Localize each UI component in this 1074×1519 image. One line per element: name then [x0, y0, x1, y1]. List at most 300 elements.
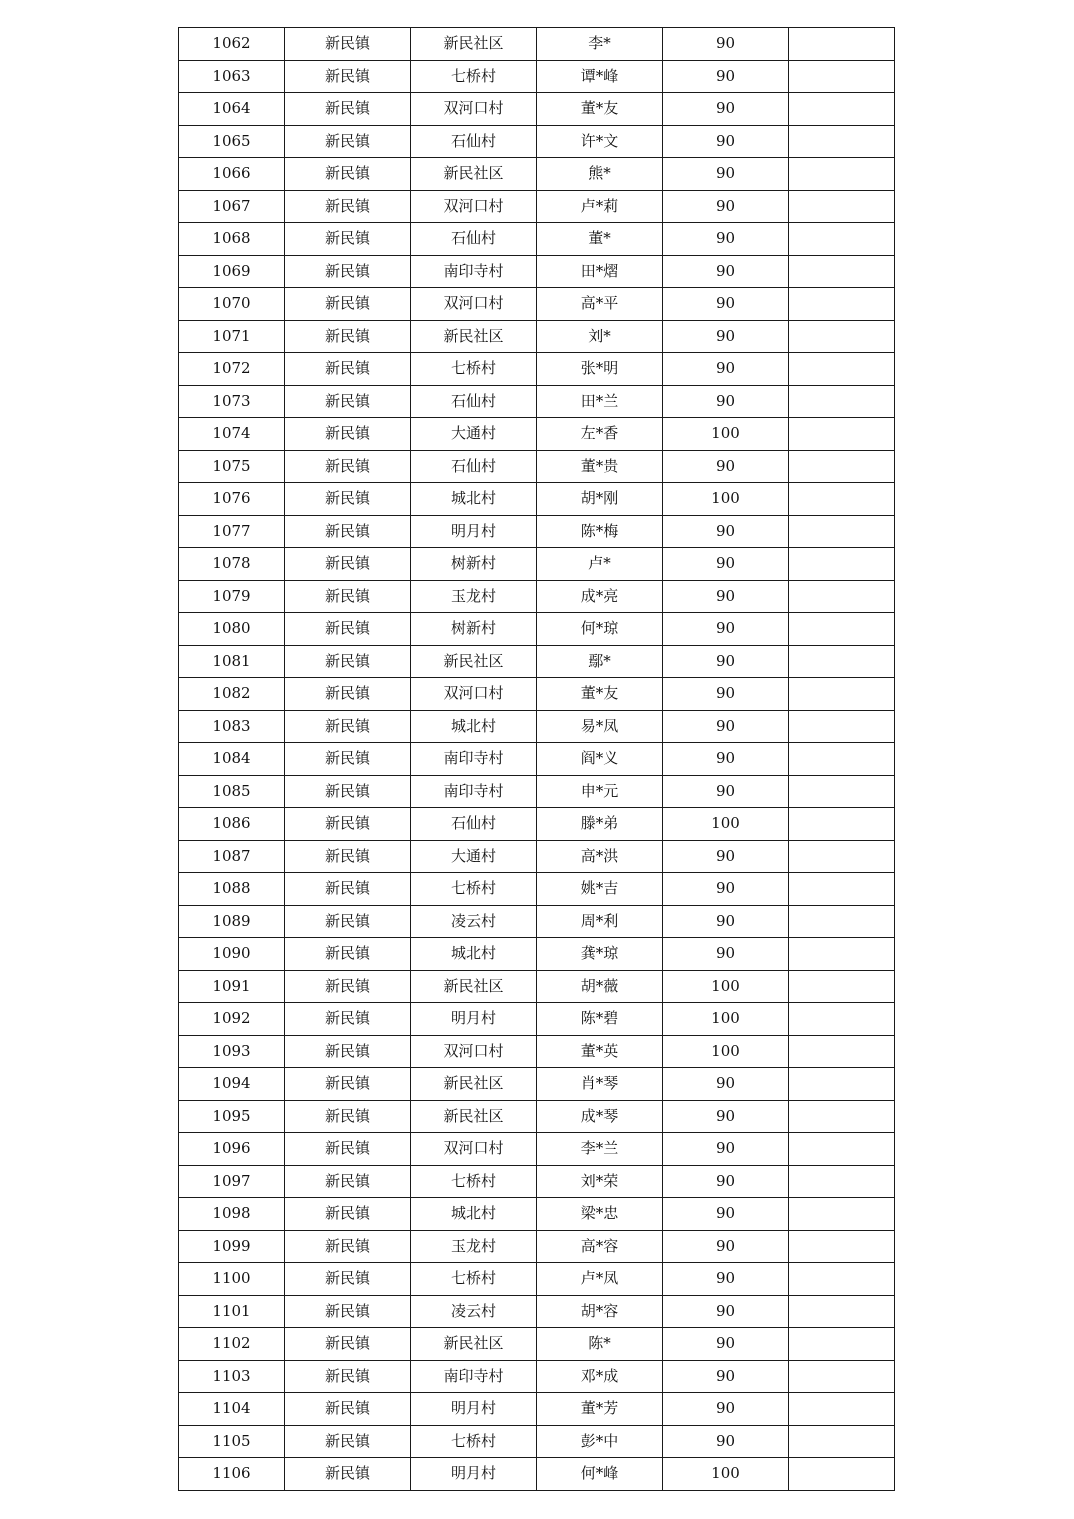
row-number-cell: 1082: [179, 678, 285, 711]
village-cell: 明月村: [411, 515, 537, 548]
table-row: [179, 970, 895, 1003]
name-cell: 董*贵: [537, 450, 663, 483]
village-cell: 七桥村: [411, 1425, 537, 1458]
name-cell: 易*凤: [537, 710, 663, 743]
table-row: [179, 483, 895, 516]
note-cell: [789, 1425, 895, 1458]
name-cell: 董*友: [537, 93, 663, 126]
village-cell: 大通村: [411, 840, 537, 873]
note-cell: [789, 1263, 895, 1296]
amount-cell: 90: [663, 580, 789, 613]
table-row: [179, 1100, 895, 1133]
amount-cell: 90: [663, 93, 789, 126]
row-number-cell: 1098: [179, 1198, 285, 1231]
village-cell: 明月村: [411, 1393, 537, 1426]
name-cell: 陈*: [537, 1328, 663, 1361]
row-number-cell: 1086: [179, 808, 285, 841]
amount-cell: 90: [663, 710, 789, 743]
amount-cell: 90: [663, 1100, 789, 1133]
note-cell: [789, 483, 895, 516]
town-cell: 新民镇: [285, 775, 411, 808]
village-cell: 石仙村: [411, 223, 537, 256]
town-cell: 新民镇: [285, 353, 411, 386]
note-cell: [789, 548, 895, 581]
town-cell: 新民镇: [285, 1100, 411, 1133]
note-cell: [789, 93, 895, 126]
town-cell: 新民镇: [285, 1360, 411, 1393]
name-cell: 滕*弟: [537, 808, 663, 841]
note-cell: [789, 808, 895, 841]
amount-cell: 90: [663, 1263, 789, 1296]
town-cell: 新民镇: [285, 938, 411, 971]
village-cell: 南印寺村: [411, 255, 537, 288]
amount-cell: 90: [663, 1328, 789, 1361]
name-cell: 陈*梅: [537, 515, 663, 548]
table-row: [179, 418, 895, 451]
table-row: [179, 158, 895, 191]
note-cell: [789, 158, 895, 191]
town-cell: 新民镇: [285, 580, 411, 613]
village-cell: 明月村: [411, 1458, 537, 1491]
name-cell: 刘*荣: [537, 1165, 663, 1198]
town-cell: 新民镇: [285, 1198, 411, 1231]
note-cell: [789, 1100, 895, 1133]
town-cell: 新民镇: [285, 255, 411, 288]
note-cell: [789, 1295, 895, 1328]
town-cell: 新民镇: [285, 1263, 411, 1296]
roster-table: [178, 27, 895, 1491]
name-cell: 李*兰: [537, 1133, 663, 1166]
amount-cell: 100: [663, 483, 789, 516]
village-cell: 城北村: [411, 1198, 537, 1231]
note-cell: [789, 320, 895, 353]
amount-cell: 90: [663, 775, 789, 808]
row-number-cell: 1090: [179, 938, 285, 971]
town-cell: 新民镇: [285, 1133, 411, 1166]
town-cell: 新民镇: [285, 1295, 411, 1328]
row-number-cell: 1075: [179, 450, 285, 483]
row-number-cell: 1065: [179, 125, 285, 158]
amount-cell: 90: [663, 158, 789, 191]
name-cell: 陈*碧: [537, 1003, 663, 1036]
village-cell: 七桥村: [411, 1165, 537, 1198]
village-cell: 新民社区: [411, 1328, 537, 1361]
name-cell: 肖*琴: [537, 1068, 663, 1101]
table-row: [179, 938, 895, 971]
note-cell: [789, 1165, 895, 1198]
note-cell: [789, 1133, 895, 1166]
town-cell: 新民镇: [285, 320, 411, 353]
table-row: [179, 1165, 895, 1198]
note-cell: [789, 60, 895, 93]
village-cell: 新民社区: [411, 28, 537, 61]
amount-cell: 100: [663, 1458, 789, 1491]
village-cell: 新民社区: [411, 320, 537, 353]
name-cell: 左*香: [537, 418, 663, 451]
name-cell: 胡*容: [537, 1295, 663, 1328]
table-row: [179, 1425, 895, 1458]
note-cell: [789, 190, 895, 223]
village-cell: 七桥村: [411, 1263, 537, 1296]
note-cell: [789, 613, 895, 646]
town-cell: 新民镇: [285, 418, 411, 451]
row-number-cell: 1077: [179, 515, 285, 548]
town-cell: 新民镇: [285, 840, 411, 873]
village-cell: 七桥村: [411, 873, 537, 906]
village-cell: 双河口村: [411, 288, 537, 321]
note-cell: [789, 1003, 895, 1036]
village-cell: 新民社区: [411, 645, 537, 678]
row-number-cell: 1096: [179, 1133, 285, 1166]
village-cell: 七桥村: [411, 353, 537, 386]
village-cell: 新民社区: [411, 158, 537, 191]
amount-cell: 90: [663, 1425, 789, 1458]
village-cell: 南印寺村: [411, 1360, 537, 1393]
amount-cell: 90: [663, 613, 789, 646]
amount-cell: 90: [663, 873, 789, 906]
note-cell: [789, 1458, 895, 1491]
village-cell: 石仙村: [411, 385, 537, 418]
town-cell: 新民镇: [285, 808, 411, 841]
table-row: [179, 93, 895, 126]
row-number-cell: 1089: [179, 905, 285, 938]
note-cell: [789, 385, 895, 418]
town-cell: 新民镇: [285, 1035, 411, 1068]
row-number-cell: 1072: [179, 353, 285, 386]
village-cell: 石仙村: [411, 450, 537, 483]
table-row: [179, 385, 895, 418]
table-body: [179, 28, 895, 1491]
name-cell: 姚*吉: [537, 873, 663, 906]
table-row: [179, 353, 895, 386]
village-cell: 双河口村: [411, 1035, 537, 1068]
amount-cell: 90: [663, 515, 789, 548]
name-cell: 胡*薇: [537, 970, 663, 1003]
amount-cell: 90: [663, 125, 789, 158]
table-row: [179, 873, 895, 906]
amount-cell: 90: [663, 353, 789, 386]
note-cell: [789, 450, 895, 483]
row-number-cell: 1070: [179, 288, 285, 321]
note-cell: [789, 255, 895, 288]
name-cell: 张*明: [537, 353, 663, 386]
note-cell: [789, 970, 895, 1003]
amount-cell: 90: [663, 320, 789, 353]
amount-cell: 90: [663, 450, 789, 483]
town-cell: 新民镇: [285, 60, 411, 93]
table-row: [179, 1295, 895, 1328]
town-cell: 新民镇: [285, 1068, 411, 1101]
village-cell: 双河口村: [411, 190, 537, 223]
row-number-cell: 1095: [179, 1100, 285, 1133]
note-cell: [789, 288, 895, 321]
town-cell: 新民镇: [285, 515, 411, 548]
note-cell: [789, 1068, 895, 1101]
row-number-cell: 1085: [179, 775, 285, 808]
name-cell: 董*友: [537, 678, 663, 711]
amount-cell: 90: [663, 1068, 789, 1101]
amount-cell: 90: [663, 905, 789, 938]
village-cell: 城北村: [411, 483, 537, 516]
amount-cell: 90: [663, 60, 789, 93]
town-cell: 新民镇: [285, 1165, 411, 1198]
village-cell: 明月村: [411, 1003, 537, 1036]
name-cell: 胡*刚: [537, 483, 663, 516]
amount-cell: 90: [663, 840, 789, 873]
town-cell: 新民镇: [285, 1328, 411, 1361]
town-cell: 新民镇: [285, 1458, 411, 1491]
note-cell: [789, 28, 895, 61]
village-cell: 石仙村: [411, 808, 537, 841]
row-number-cell: 1078: [179, 548, 285, 581]
name-cell: 董*英: [537, 1035, 663, 1068]
note-cell: [789, 743, 895, 776]
table-row: [179, 1035, 895, 1068]
amount-cell: 100: [663, 1035, 789, 1068]
table-row: [179, 255, 895, 288]
row-number-cell: 1102: [179, 1328, 285, 1361]
village-cell: 南印寺村: [411, 775, 537, 808]
table-row: [179, 1230, 895, 1263]
town-cell: 新民镇: [285, 970, 411, 1003]
amount-cell: 90: [663, 1393, 789, 1426]
town-cell: 新民镇: [285, 483, 411, 516]
table-row: [179, 450, 895, 483]
table-row: [179, 1360, 895, 1393]
table-row: [179, 60, 895, 93]
table-row: [179, 743, 895, 776]
row-number-cell: 1064: [179, 93, 285, 126]
row-number-cell: 1094: [179, 1068, 285, 1101]
row-number-cell: 1091: [179, 970, 285, 1003]
table-row: [179, 905, 895, 938]
name-cell: 邓*成: [537, 1360, 663, 1393]
table-row: [179, 515, 895, 548]
town-cell: 新民镇: [285, 1393, 411, 1426]
name-cell: 高*容: [537, 1230, 663, 1263]
name-cell: 卢*: [537, 548, 663, 581]
note-cell: [789, 1393, 895, 1426]
town-cell: 新民镇: [285, 548, 411, 581]
village-cell: 石仙村: [411, 125, 537, 158]
village-cell: 新民社区: [411, 1068, 537, 1101]
note-cell: [789, 418, 895, 451]
row-number-cell: 1101: [179, 1295, 285, 1328]
note-cell: [789, 645, 895, 678]
town-cell: 新民镇: [285, 743, 411, 776]
amount-cell: 90: [663, 223, 789, 256]
town-cell: 新民镇: [285, 1425, 411, 1458]
amount-cell: 90: [663, 1295, 789, 1328]
row-number-cell: 1103: [179, 1360, 285, 1393]
row-number-cell: 1074: [179, 418, 285, 451]
amount-cell: 90: [663, 385, 789, 418]
amount-cell: 90: [663, 743, 789, 776]
village-cell: 城北村: [411, 710, 537, 743]
name-cell: 何*峰: [537, 1458, 663, 1491]
name-cell: 高*洪: [537, 840, 663, 873]
row-number-cell: 1062: [179, 28, 285, 61]
table-row: [179, 1133, 895, 1166]
village-cell: 七桥村: [411, 60, 537, 93]
note-cell: [789, 873, 895, 906]
row-number-cell: 1088: [179, 873, 285, 906]
table-row: [179, 1198, 895, 1231]
note-cell: [789, 125, 895, 158]
name-cell: 梁*忠: [537, 1198, 663, 1231]
village-cell: 南印寺村: [411, 743, 537, 776]
amount-cell: 90: [663, 645, 789, 678]
table-row: [179, 613, 895, 646]
table-row: [179, 288, 895, 321]
row-number-cell: 1084: [179, 743, 285, 776]
table-row: [179, 645, 895, 678]
amount-cell: 100: [663, 418, 789, 451]
village-cell: 大通村: [411, 418, 537, 451]
row-number-cell: 1097: [179, 1165, 285, 1198]
town-cell: 新民镇: [285, 158, 411, 191]
name-cell: 高*平: [537, 288, 663, 321]
name-cell: 龚*琼: [537, 938, 663, 971]
table-row: [179, 775, 895, 808]
row-number-cell: 1100: [179, 1263, 285, 1296]
town-cell: 新民镇: [285, 1230, 411, 1263]
amount-cell: 90: [663, 678, 789, 711]
name-cell: 谭*峰: [537, 60, 663, 93]
name-cell: 刘*: [537, 320, 663, 353]
row-number-cell: 1079: [179, 580, 285, 613]
name-cell: 彭*中: [537, 1425, 663, 1458]
name-cell: 何*琼: [537, 613, 663, 646]
town-cell: 新民镇: [285, 710, 411, 743]
town-cell: 新民镇: [285, 1003, 411, 1036]
town-cell: 新民镇: [285, 645, 411, 678]
note-cell: [789, 580, 895, 613]
note-cell: [789, 1035, 895, 1068]
village-cell: 新民社区: [411, 970, 537, 1003]
table-row: [179, 28, 895, 61]
table-row: [179, 678, 895, 711]
amount-cell: 100: [663, 808, 789, 841]
row-number-cell: 1083: [179, 710, 285, 743]
name-cell: 许*文: [537, 125, 663, 158]
table-row: [179, 1458, 895, 1491]
table-row: [179, 1263, 895, 1296]
amount-cell: 90: [663, 1230, 789, 1263]
note-cell: [789, 515, 895, 548]
note-cell: [789, 1198, 895, 1231]
row-number-cell: 1068: [179, 223, 285, 256]
table-row: [179, 840, 895, 873]
note-cell: [789, 1328, 895, 1361]
village-cell: 新民社区: [411, 1100, 537, 1133]
amount-cell: 90: [663, 1165, 789, 1198]
name-cell: 周*利: [537, 905, 663, 938]
note-cell: [789, 938, 895, 971]
village-cell: 玉龙村: [411, 1230, 537, 1263]
table-row: [179, 1328, 895, 1361]
table-row: [179, 710, 895, 743]
name-cell: 董*芳: [537, 1393, 663, 1426]
village-cell: 凌云村: [411, 1295, 537, 1328]
name-cell: 熊*: [537, 158, 663, 191]
name-cell: 成*琴: [537, 1100, 663, 1133]
amount-cell: 90: [663, 938, 789, 971]
amount-cell: 100: [663, 1003, 789, 1036]
village-cell: 双河口村: [411, 678, 537, 711]
row-number-cell: 1099: [179, 1230, 285, 1263]
town-cell: 新民镇: [285, 288, 411, 321]
note-cell: [789, 353, 895, 386]
row-number-cell: 1093: [179, 1035, 285, 1068]
town-cell: 新民镇: [285, 28, 411, 61]
table-row: [179, 580, 895, 613]
amount-cell: 90: [663, 1133, 789, 1166]
row-number-cell: 1087: [179, 840, 285, 873]
town-cell: 新民镇: [285, 678, 411, 711]
row-number-cell: 1105: [179, 1425, 285, 1458]
village-cell: 玉龙村: [411, 580, 537, 613]
town-cell: 新民镇: [285, 905, 411, 938]
town-cell: 新民镇: [285, 223, 411, 256]
amount-cell: 100: [663, 970, 789, 1003]
village-cell: 树新村: [411, 613, 537, 646]
town-cell: 新民镇: [285, 385, 411, 418]
amount-cell: 90: [663, 255, 789, 288]
row-number-cell: 1081: [179, 645, 285, 678]
table-row: [179, 223, 895, 256]
town-cell: 新民镇: [285, 450, 411, 483]
row-number-cell: 1104: [179, 1393, 285, 1426]
table-row: [179, 808, 895, 841]
document-page: [178, 27, 894, 1491]
name-cell: 阎*义: [537, 743, 663, 776]
row-number-cell: 1080: [179, 613, 285, 646]
row-number-cell: 1076: [179, 483, 285, 516]
name-cell: 卢*凤: [537, 1263, 663, 1296]
amount-cell: 90: [663, 1198, 789, 1231]
name-cell: 申*元: [537, 775, 663, 808]
name-cell: 李*: [537, 28, 663, 61]
table-row: [179, 320, 895, 353]
row-number-cell: 1073: [179, 385, 285, 418]
amount-cell: 90: [663, 1360, 789, 1393]
town-cell: 新民镇: [285, 613, 411, 646]
note-cell: [789, 710, 895, 743]
town-cell: 新民镇: [285, 93, 411, 126]
name-cell: 成*亮: [537, 580, 663, 613]
note-cell: [789, 840, 895, 873]
amount-cell: 90: [663, 288, 789, 321]
town-cell: 新民镇: [285, 190, 411, 223]
row-number-cell: 1071: [179, 320, 285, 353]
amount-cell: 90: [663, 190, 789, 223]
village-cell: 城北村: [411, 938, 537, 971]
village-cell: 凌云村: [411, 905, 537, 938]
note-cell: [789, 775, 895, 808]
table-row: [179, 190, 895, 223]
note-cell: [789, 905, 895, 938]
note-cell: [789, 1230, 895, 1263]
table-row: [179, 1068, 895, 1101]
town-cell: 新民镇: [285, 125, 411, 158]
row-number-cell: 1069: [179, 255, 285, 288]
row-number-cell: 1063: [179, 60, 285, 93]
name-cell: 田*兰: [537, 385, 663, 418]
town-cell: 新民镇: [285, 873, 411, 906]
name-cell: 田*熠: [537, 255, 663, 288]
name-cell: 董*: [537, 223, 663, 256]
